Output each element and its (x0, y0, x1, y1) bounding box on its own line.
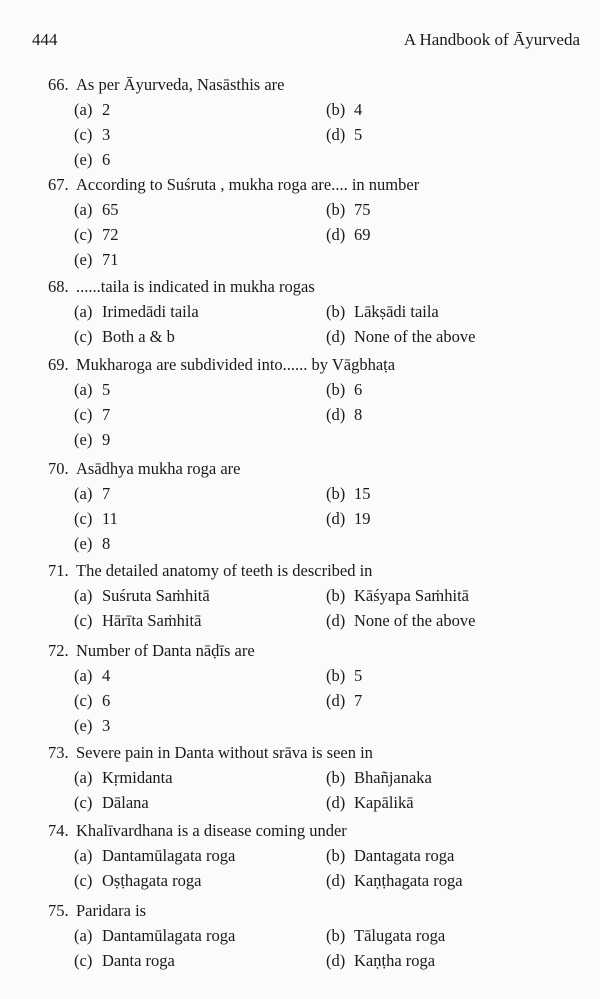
question-text: Khalīvardhana is a disease coming under (76, 821, 347, 840)
option-a: (a) Kṛmidanta (74, 768, 173, 787)
option-a: (a) 2 (74, 100, 111, 119)
option-c: (c) Both a & b (74, 327, 175, 346)
question-72 (48, 638, 578, 735)
option-d: (d) 19 (326, 509, 371, 528)
question-number: 66. (48, 75, 69, 94)
option-d: (d) None of the above (326, 327, 476, 346)
question-67 (48, 172, 578, 269)
page-header (0, 0, 600, 60)
question-stem (48, 898, 578, 923)
option-a: (a) Dantamūlagata roga (74, 846, 236, 865)
option-d: (d) Kaṇṭha roga (326, 951, 436, 970)
option-a: (a) 4 (74, 666, 111, 685)
option-a: (a) Dantamūlagata roga (74, 926, 236, 945)
option-a: (a) 5 (74, 380, 111, 399)
question-stem (48, 172, 578, 197)
option-a: (a) Irimedādi taila (74, 302, 199, 321)
question-74 (48, 818, 578, 890)
page-number: 444 (32, 30, 58, 49)
option-b: (b) Bhañjanaka (326, 768, 432, 787)
question-75 (48, 898, 578, 970)
question-number: 74. (48, 821, 69, 840)
question-number: 73. (48, 743, 69, 762)
option-b: (b) Kāśyapa Saṁhitā (326, 586, 470, 605)
question-stem (48, 638, 578, 663)
option-c: (c) Hārīta Saṁhitā (74, 611, 202, 630)
option-d: (d) Kaṇṭhagata roga (326, 871, 463, 890)
question-text: Paridara is (76, 901, 147, 920)
option-b: (b) Dantagata roga (326, 846, 455, 865)
question-number: 69. (48, 355, 69, 374)
option-b: (b) 4 (326, 100, 363, 119)
question-69 (48, 352, 578, 449)
question-number: 71. (48, 561, 69, 580)
option-e: (e) 8 (74, 534, 111, 553)
question-text: As per Āyurveda, Nasāsthis are (76, 75, 285, 94)
option-c: (c) 11 (74, 509, 118, 528)
question-text: ......taila is indicated in mukha rogas (76, 277, 315, 296)
question-70 (48, 456, 578, 553)
option-c: (c) Dālana (74, 793, 149, 812)
question-number: 75. (48, 901, 69, 920)
option-b: (b) 75 (326, 200, 371, 219)
question-stem (48, 740, 578, 765)
option-c: (c) Oṣṭhagata roga (74, 871, 202, 890)
question-stem (48, 352, 578, 377)
question-number: 68. (48, 277, 69, 296)
question-66 (48, 72, 578, 169)
question-text: The detailed anatomy of teeth is described in (76, 561, 373, 580)
question-stem (48, 274, 578, 299)
option-b: (b) Lākṣādi taila (326, 302, 439, 321)
option-d: (d) 69 (326, 225, 371, 244)
question-text: Mukharoga are subdivided into...... by Vāgbhaṭa (76, 355, 396, 374)
option-a: (a) 7 (74, 484, 111, 503)
option-b: (b) 15 (326, 484, 371, 503)
option-c: (c) 72 (74, 225, 119, 244)
book-title: A Handbook of Āyurveda (403, 30, 580, 49)
option-c: (c) 3 (74, 125, 111, 144)
question-text: Severe pain in Danta without srāva is seen in (76, 743, 373, 762)
option-a: (a) 65 (74, 200, 119, 219)
option-e: (e) 71 (74, 250, 119, 269)
option-e: (e) 6 (74, 150, 111, 169)
question-stem (48, 456, 578, 481)
question-stem (48, 558, 578, 583)
question-68 (48, 274, 578, 346)
question-number: 72. (48, 641, 69, 660)
option-b: (b) 5 (326, 666, 363, 685)
option-a: (a) Suśruta Saṁhitā (74, 586, 210, 605)
option-d: (d) 5 (326, 125, 363, 144)
question-71 (48, 558, 578, 630)
option-c: (c) Danta roga (74, 951, 175, 970)
question-stem (48, 72, 578, 97)
option-b: (b) 6 (326, 380, 363, 399)
option-d: (d) None of the above (326, 611, 476, 630)
option-d: (d) 8 (326, 405, 363, 424)
option-d: (d) 7 (326, 691, 363, 710)
question-number: 67. (48, 175, 69, 194)
option-e: (e) 9 (74, 430, 111, 449)
option-c: (c) 6 (74, 691, 111, 710)
option-d: (d) Kapālikā (326, 793, 414, 812)
question-text: Number of Danta nāḍīs are (76, 641, 255, 660)
question-text: Asādhya mukha roga are (76, 459, 241, 478)
option-e: (e) 3 (74, 716, 111, 735)
question-text: According to Suśruta , mukha roga are.... in number (76, 175, 420, 194)
question-stem (48, 818, 578, 843)
question-number: 70. (48, 459, 69, 478)
option-c: (c) 7 (74, 405, 111, 424)
question-73 (48, 740, 578, 812)
option-b: (b) Tālugata roga (326, 926, 446, 945)
